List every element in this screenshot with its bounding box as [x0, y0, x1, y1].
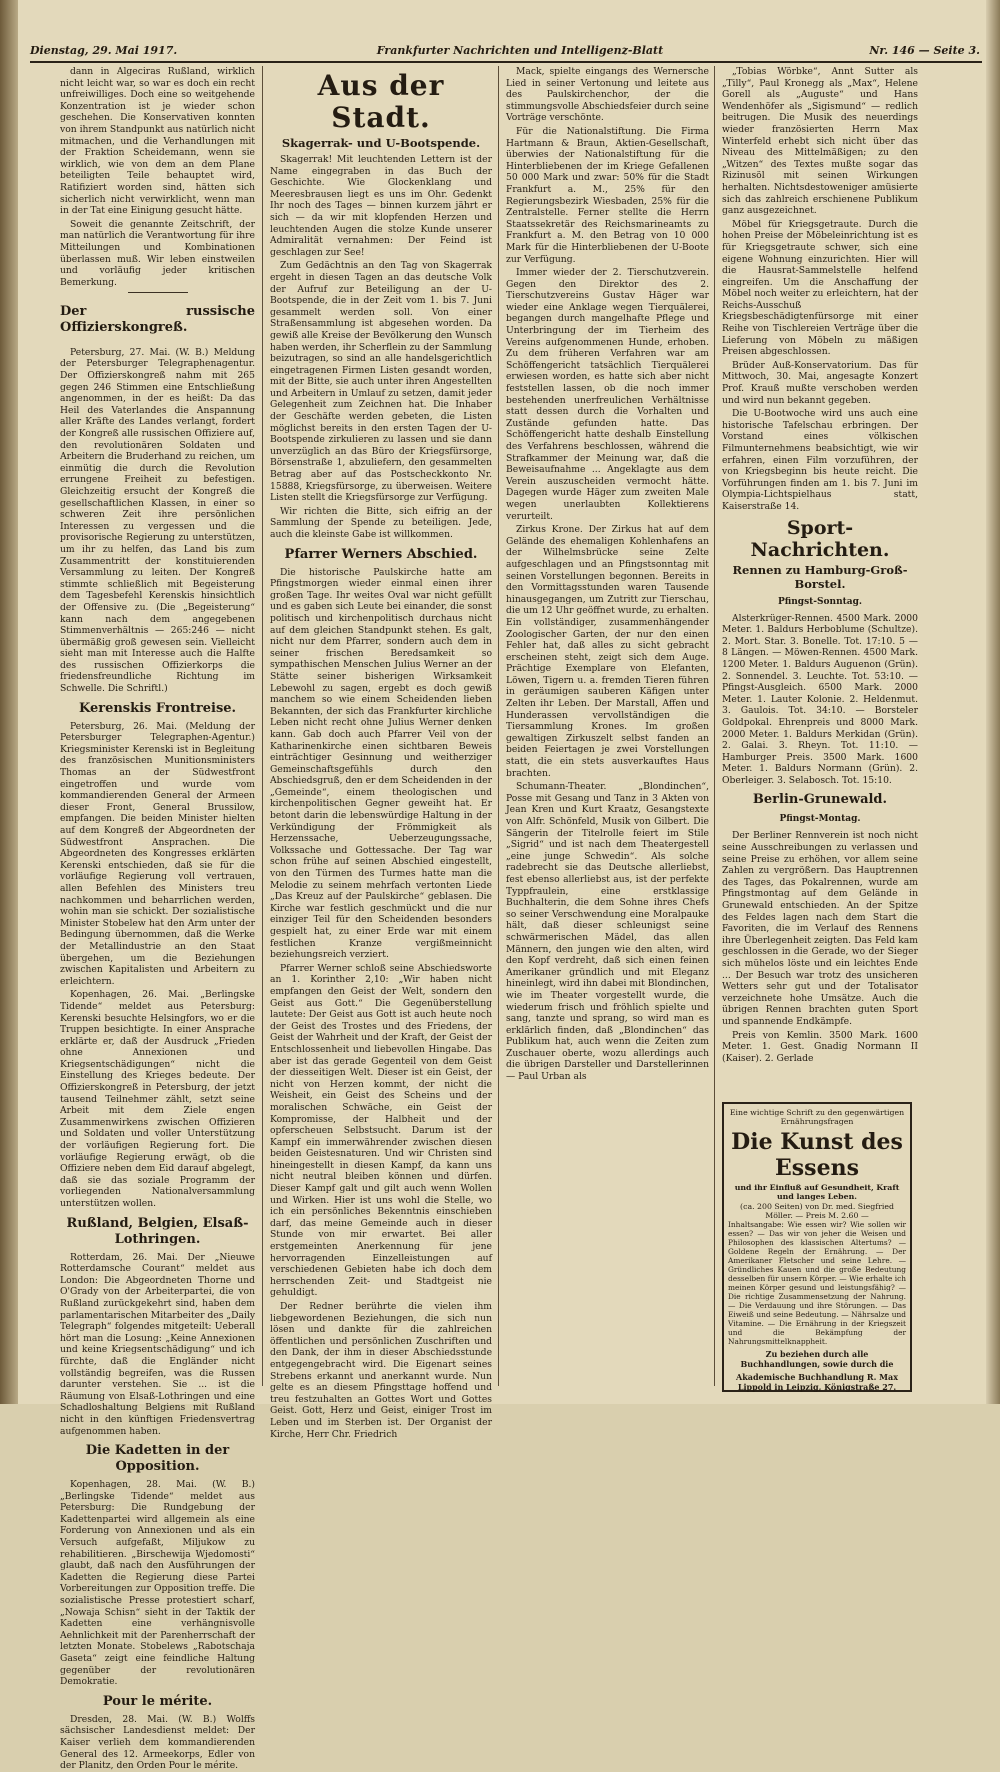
column-rule: [498, 66, 499, 1386]
subhead-pfingst-montag: Pfingst-Montag.: [779, 814, 861, 825]
col1-article-5: Kopenhagen, 28. Mai. (W. B.) „Berlingske Tidende“ meldet aus Petersburg: Die Rundgebung der Kadettenpartei wird allgemein als eine Forderung von Annexionen und als ein Versuch aufgefaßt, Miljukow zu rehabilitieren. „Birschewija Wjedomosti“ glaubt, daß nach den Ausführungen der Kadetten die Regierung diese Partei Vorbereitungen zur Opposition treffe. Die sozialistische Presse protestiert scharf, „Nowaja Schisn“ sieht in der Taktik der Kadetten eine verhängnisvolle Aehnlichkeit mit der Parenherrschaft der letzten Monate. Stobelews „Rabotschaja Gaseta“ zeigt eine feindliche Haltung gegenüber der revolutionären Demokratie.: [60, 1479, 255, 1688]
page-right-edge: [986, 0, 1000, 1404]
headline-berlin-grunewald: Berlin-Grunewald.: [752, 792, 888, 808]
book-advertisement: [722, 1102, 912, 1392]
header-page-number: Nr. 146 — Seite 3.: [869, 44, 980, 57]
column-2: [270, 66, 492, 1440]
column-rule: [262, 66, 263, 1386]
ad-title: Die Kunst des Essens: [731, 1128, 903, 1181]
headline-pfarrer-werner: Pfarrer Werners Abschied.: [284, 546, 478, 562]
col4-article-3: Brüder Auß-Konservatorium. Das für Mittwoch, 30. Mai, angesagte Konzert Prof. Krauß mußte verschoben werden und wird nun bekannt gegeben.: [722, 359, 918, 406]
headline-kerenski: Kerenskis Frontreise.: [78, 700, 237, 716]
col2-article-5: Pfarrer Werner schloß seine Abschiedsworte an 1. Korinther 2,10: „Wir haben nicht empfangen den Geist der Welt, sondern den Geist aus Gott.“ Die Gegenüberstellung lautete: Der Geist aus Gott ist auch heute noch der Geist des Trostes und des Friedens, der Geist der Wahrheit und der Kraft, der Geist der Entschlossenheit und liebevollen Hingabe. Das aber ist das gerade Gegenteil von dem Geist der diesseitigen Welt. Dieser ist ein Geist, der nicht von Herzen kommt, der nicht die Weisheit, ein Geist des Scheins und der moralischen Schwäche, ein Geist der Kompromisse, der Halbheit und der opferscheuen Selbstsucht. Darum ist der Kampf ein immerwährender zwischen diesen beiden Geistesnaturen. Und wir Christen sind hineingestellt in diesen Kampf, da kann uns nicht neutral bleiben können und dürfen. Dieser Kampf galt und gilt auch wenn Wollen und Wirken. Hier ist uns wohl die Stelle, wo ich ein persönliches Bekenntnis einschieben darf, das meine Gemeinde auch in dieser Stunde von mir erwartet. Bei aller erstgemeinten Anerkennung für jene hervorragenden Einzelleistungen auf verschiedenen Gebieten habe ich doch dem herrschenden Zeit- und Stadtgeist nie gehuldigt.: [270, 962, 492, 1299]
page-header: [30, 44, 980, 60]
headline-pour-le-merite: Pour le mérite.: [102, 1693, 213, 1709]
column-4: [722, 66, 918, 1096]
headline-russland-belgien: Rußland, Belgien, Elsaß-Lothringen.: [66, 1215, 249, 1247]
col1-article-4: Rotterdam, 26. Mai. Der „Nieuwe Rotterdamsche Courant“ meldet aus London: Die Abgeordneten Thorne und O'Grady von der Arbeiterpartei, die von Rußland zurückgekehrt sind, haben dem parlamentarischen Mitarbeiter des „Daily Telegraph“ folgendes mitgeteilt: Ueberall hört man die Losung: „Keine Annexionen und keine Kriegsentschädigung“ und ich fürchte, daß die Engländer nicht vollständig begreifen, was die Russen darunter verstehen. Sie ... ist die Räumung von Elsaß-Lothringen und eine Schadloshaltung Belgiens mit Rußland nicht in den künftigen Friedensvertrag aufgenommen haben.: [60, 1251, 256, 1437]
header-rule: [30, 61, 982, 63]
col1-article-1: Petersburg, 27. Mai. (W. B.) Meldung der Petersburger Telegraphenagentur. Der Offizierskongreß nahm mit 265 gegen 246 Stimmen eine Entschließung angenommen, in der es heißt: Da das Heil des Vaterlandes die Anspannung aller Kräfte des Landes verlangt, fordert der Kongreß alle russischen Offiziere auf, den revolutionären Soldaten und Arbeitern die Bruderhand zu reichen, um einmütig die durch die Revolution errungene Freiheit zu befestigen. Gleichzeitig ersucht der Kongreß die gesellschaftlichen Klassen, in einer so schweren Zeit ihre persönlichen Interessen zu vergessen und die provisorische Regierung zu unterstützen, um ihr zu helfen, das Land bis zum Zusammentritt der konstituierenden Versammlung zu leiten. Der Kongreß stimmte schließlich mit Begeisterung dem Tagesbefehl Kerenskis hinsichtlich der Offensive zu. (Die „Begeisterung“ kann nach dem angegebenen Stimmenverhältnis — 265:246 — nicht übermäßig groß gewesen sein. Vielleicht sieht man mit Interesse auch die Halfte des russischen Offizierkorps die friedensfreundliche Richtung im Schwelle. Die Schriftl.): [60, 346, 255, 695]
ad-subtitle: und ihr Einfluß auf Gesundheit, Kraft und langes Leben.: [734, 1182, 900, 1202]
header-date: Dienstag, 29. Mai 1917.: [30, 44, 178, 57]
col1-article-3: Kopenhagen, 26. Mai. „Berlingske Tidende“ meldet aus Petersburg: Kerenski besuchte Helsingfors, wo er die Truppen besichtigte. In einer Ansprache erklärte er, daß der Ausdruck „Frieden ohne Annexionen und Kriegsentschädigungen“ nicht die Einstellung des Krieges bedeute. Der Offizierskongreß in Petersburg, der jetzt tausend Teilnehmer zählt, setzt seine Arbeit mit dem Ziele engen Zusammenwirkens zwischen Offizieren und Soldaten und voller Unterstützung der vorläufigen Regierung fort. Die vorläufige Regierung erwägt, ob die Offiziere neben dem Eid darauf abgelegt, daß sie das soziale Programm der vorliegenden Nationalversammlung unterstützen wollen.: [60, 989, 255, 1209]
subhead-pfingst-sonntag: Pfingst-Sonntag.: [777, 596, 863, 607]
page-left-edge: [0, 0, 18, 1404]
col2-article-6: Der Redner berührte die vielen ihm liebgewordenen Beziehungen, die sich nun lösen und dankte für die zahlreichen öffentlichen und persönlichen Zuschriften und den Dank, der ihm in dieser Abschiedsstunde entgegengebracht wird. Die Eigenart seines Strebens erkannt und anerkannt wurde. Nun gelte es an diesem Pfingsttage hoffend und treu festzuhalten an Gottes Wort und Gottes Geist. Gott, Herz und Geist, einiger Trost im Leben und im Sterben ist. Der Organist der Kirche, Herr Chr. Friedrich: [270, 1301, 492, 1440]
race-results-hamburg: Alsterkrüger-Rennen. 4500 Mark. 2000 Meter. 1. Baldurs Herboblume (Schultze). 2. Mort. Star. 3. Bonelle. Tot. 17:10. 5 — 8 Längen. — Möwen-Rennen. 4500 Mark. 1200 Meter. 1. Baldurs Auguenon (Grün). 2. Sonnendel. 3. Leuchte. Tot. 53:10. — Pfingst-Ausgleich. 6500 Mark. 2000 Meter. 1. Lauter Kolonie. 2. Heldenmut. 3. Gaulois. Tot. 34:10. — Borsteler Goldpokal. Ehrenpreis und 8000 Mark. 2000 Meter. 1. Baldurs Merkidan (Grün). 2. Galai. 3. Rheyn. Tot. 11:10. — Hamburger Preis. 3500 Mark. 1600 Meter. 1. Baldurs Normann (Grün). 2. Oberleiger. 3. Selabosch. Tot. 15:10.: [722, 612, 918, 786]
col4-article-4: Die U-Bootwoche wird uns auch eine historische Tafelschau erbringen. Der Vorstand eines völkischen Filmunternehmens beabsichtigt, wie wir erfahren, einen Film vorzuführen, der von Kriegsbeginn bis heute reicht. Die Vorführungen finden am 1. bis 7. Juni im Olympia-Lichtspielhaus statt, Kaiserstraße 14.: [722, 408, 918, 512]
column-3: [506, 66, 709, 1386]
col3-article-2: Für die Nationalstiftung. Die Firma Hartmann & Braun, Aktien-Gesellschaft, überwies der Nationalstiftung für die Hinterbliebenen der im Kriege Gefallenen 50 000 Mark und zwar: 50% für die Stadt Frankfurt a. M., 25% für den Regierungsbezirk Wiesbaden, 25% für die Zentralstelle. Ferner stellte die Herrn Staatssekretär des Reichsmarineamts zu Frankfurt a. M. den Betrag von 10 000 Mark für die Hinterbliebenen der U-Boote zur Verfügung.: [506, 125, 709, 265]
col3-article-1: Mack, spielte eingangs des Wernersche Lied in seiner Vertonung und leitete aus des Paulskirchenchor, der die stimmungsvolle Abschiedsfeier durch seine Vorträge verschönte.: [506, 66, 709, 124]
col2-article-4: Die historische Paulskirche hatte am Pfingstmorgen wieder einmal einen ihrer großen Tage. Ihr weites Oval war nicht gefüllt und es gaben sich Leute bei einander, die sonst politisch und kirchenpolitisch durchaus nicht auf dem gleichen Standpunkt stehen. Es galt, nicht nur dem Pfarrer, sondern auch dem in seiner frischen Beredsamkeit so sympathischen Menschen Julius Werner an der Stätte seiner bisherigen Wirksamkeit Lebewohl zu sagen, ergebt es doch gewiß manchem so wie einem Scheidenden lieben Bekannten, der sich das Frankfurter kirchliche Leben nicht recht ohne Julius Werner denken kann. Gab doch auch Pfarrer Veil von der Katharinenkirche einen sichtbaren Beweis einträchtiger Gesinnung und weitherziger Gemeinschaftsgefühls durch den Abschiedsgruß, den er dem Scheidenden in der „Gemeinde“, einem theologischen und kirchenpolitischen Gegner geweiht hat. Er betont darin die lebenswürdige Haltung in der Verkündigung der Frömmigkeit als Herzenssache, Ueberzeugungssache, Volkssache und Gottessache. Der Tag war schon frühe auf seinen Abschied eingestellt, von den Türmen des Turmes hatte man die Melodie zu seinem mehrfach vertonten Liede „Das Kreuz auf der Paulskirche“ geblasen. Die Kirche war festlich geschmückt und die nur einziger Teil für den Scheidenden besonders gespielt hat, zu einer Erde war mit einem festlichen Kranze vergißmeinnicht beziehungsreich verziert.: [270, 566, 492, 961]
column-rule: [714, 66, 715, 1386]
col3-article-3: Immer wieder der 2. Tierschutzverein. Gegen den Direktor des 2. Tierschutzvereins Gustav Häger war wieder eine Anklage wegen Tierquälerei, begangen durch mangelhafte Pflege und Unterbringung der im Tierheim des Vereins aufgenommenen Hunde, erhoben. Zu dem früheren Verfahren war am Schöffengericht tatsächlich Tierquälerei erwiesen worden, es hatte sich aber nicht feststellen lassen, ob die noch immer bestehenden unerfreulichen Verhältnisse statt dessen durch die Vorhalten und Zustände gefunden hatte. Das Schöffengericht hatte deshalb Einstellung des Verfahrens beschlossen, während die Strafkammer der Meinung war, daß die Beweisaufnahme ... Angeklagte aus dem Verein auszuscheiden vermocht hätte. Dagegen wurde Häger zum zweiten Male wegen unerlaubten Kollektierens verurteilt.: [506, 267, 709, 522]
headline-kadetten: Die Kadetten in der Opposition.: [85, 1443, 230, 1475]
col4-article-5: Der Berliner Rennverein ist noch nicht seine Ausschreibungen zu verlassen und seine Preise zu erhöhen, vor allem seine Zahlen zu vergrößern. Das Hauptrennen des Tages, das Pokalrennen, wurde am Pfingstmontag auf dem Gelände in Grunewald entschieden. An der Spitze des Feldes lagen nach dem Start die Favoriten, die im Verlauf des Rennens ihre Überlegenheit zeigten. Das Feld kam geschlossen in die Gerade, wo der Sieger sich mühelos löste und ein leichtes Ende ... Der Besuch war trotz des unsicheren Wetters sehr gut und der Totalisator verzeichnete hohe Umsätze. Auch die übrigen Rennen brachten guten Sport und spannende Endkämpfe.: [722, 830, 918, 1027]
col2-article-2: Zum Gedächtnis an den Tag von Skagerrak ergeht in diesen Tagen an das deutsche Volk der Aufruf zur Beteiligung an der U-Bootspende, die in der Zeit vom 1. bis 7. Juni gesammelt werden soll. Von einer Straßensammlung ist abgesehen worden. Da gewiß alle Kreise der Bevölkerung den Wunsch haben werden, ihr Scherflein zu der Sammlung beizutragen, so sind an alle handelsgerichtlich eingetragenen Firmen Listen gesandt worden, mit der Bitte, sie auch unter ihren Angestellten und Arbeitern in Umlauf zu setzen, damit jeder Gelegenheit zum Zeichnen hat. Die Inhaber der Geschäfte werden gebeten, die Listen möglichst bereits in den ersten Tagen der U-Bootspende zirkulieren zu lassen und sie dann unverzüglich an das Büro der Kriegsfürsorge, Börsenstraße 1, abzuliefern, den gesammelten Betrag aber auf das Postscheckkonto Nr. 15888, Kriegsfürsorge, zu überweisen. Weitere Listen stellt die Kriegsfürsorge zur Verfügung.: [270, 260, 492, 504]
subhead-hamburg-rennen: Rennen zu Hamburg-Groß-Borstel.: [732, 562, 908, 591]
headline-aus-der-stadt: Aus der Stadt.: [317, 69, 445, 134]
ad-author: (ca. 200 Seiten) von Dr. med. Siegfried Möller. — Preis M. 2.60 —: [740, 1201, 894, 1221]
subhead-skagerrak: Skagerrak- und U-Bootspende.: [281, 136, 481, 150]
col2-article-1: Skagerrak! Mit leuchtenden Lettern ist der Name eingegraben in das Buch der Geschichte. Wie Glockenklang und Meeresbrausen liegt es uns im Ohr. Gedenkt Ihr noch des Tages — binnen kurzem jährt er sich — da wir mit klopfenden Herzen und leuchtenden Augen die stolze Kunde unserer Admiralität vernahmen: Der Feind ist geschlagen zur See!: [270, 154, 492, 258]
col4-article-1: „Tobias Wörbke“, Annt Sutter als „Tilly“, Paul Kronegg als „Max“, Helene Gorell als „Auguste“ und Hans Wendenhöfer als „Sigismund“ — redlich beitrugen. Die Musik des neuerdings wieder französierten Herrn Max Winterfeld erhebt sich nicht über das Niveau des Mittelmäßigen; zu den „Witzen“ des Textes mußte sogar das Rizinusöl mit seinen Wirkungen herhalten. Nichtsdestoweniger amüsierte sich das zahlreich erschienene Publikum ganz ausgezeichnet.: [722, 66, 918, 217]
ad-intro: Eine wichtige Schrift zu den gegenwärtigen Ernährungsfragen: [729, 1108, 905, 1127]
ad-footer-1: Zu beziehen durch alle Buchhandlungen, sowie durch die: [740, 1349, 894, 1369]
col4-article-2: Möbel für Kriegsgetraute. Durch die hohen Preise der Möbeleinrichtung ist es für Kriegsgetraute schwer, sich eine eigene Wohnung einzurichten. Hier will die Hausrat-Sammelstelle helfend eingreifen. Um die Anschaffung der Möbel noch weiter zu erleichtern, hat der Reichs-Ausschuß Kriegsbeschädigtenfürsorge mit einer Reihe von Tischlereien Verträge über die Lieferung von Möbeln zu mäßigen Preisen abgeschlossen.: [722, 218, 918, 358]
col2-article-3: Wir richten die Bitte, sich eifrig an der Sammlung der Spende zu beteiligen. Jede, auch die kleinste Gabe ist willkommen.: [270, 505, 492, 540]
col4-article-6: Preis von Kemlin. 3500 Mark. 1600 Meter. 1. Gest. Gnadig Normann II (Kaiser). 2. Gerlade: [722, 1029, 918, 1064]
ad-footer-2: Akademische Buchhandlung R. Max Lippold in Leipzig, Königstraße 27.: [736, 1372, 898, 1392]
header-masthead: Frankfurter Nachrichten und Intelligenz-Blatt: [376, 44, 664, 57]
divider: [128, 292, 188, 293]
headline-sport-nachrichten: Sport-Nachrichten.: [750, 516, 890, 561]
headline-offizierskongress: Der russische Offizierskongreß.: [60, 304, 255, 336]
col1-article-2: Petersburg, 26. Mai. (Meldung der Petersburger Telegraphen-Agentur.) Kriegsminister Kerenski ist in Begleitung des französischen Munitionsministers Thomas an der Südwestfront eingetroffen und wurde vom kommandierenden General der Armeen dieser Front, General Brussilow, empfangen. Die beiden Minister hielten auf dem Kongreß der Abgeordneten der Südwestfront Ansprachen. Die Abgeordneten des Kongresses erklärten Kerenski entschieden, daß sie für die vorläufige Regierung voll vertrauen, allen Befehlen des Ministers treu nachkommen und beharrlichen werden, wohin man sie schickt. Der sozialistische Minister Stobelew hat den Arm unter der Bedingung übernommen, daß die Werke der Metallindustrie an den Staat übergehen, um die Beziehungen zwischen Kapitalisten und Arbeitern zu erleichtern.: [60, 720, 255, 987]
ad-contents: Inhaltsangabe: Wie essen wir? Wie sollen wir essen? — Das wir von jeher die Weisen und Philosophen des klassischen Altertums? — Goldene Regeln der Ernährung. — Der Amerikaner Fletscher und seine Lehre. — Gründliches Kauen und die große Bedeutung desselben für unsern Körper. — Wie erhalte ich meinen Körper gesund und leistungsfähig? — Die richtige Zusammensetzung der Nahrung. — Die Verdauung und ihre Störungen. — Das Eiweiß und seine Bedeutung. — Nährsalze und Vitamine. — Die Ernährung in der Kriegszeit und die Bekämpfung der Nahrungsmittelknappheit.: [728, 1220, 906, 1347]
col1-article-6: Dresden, 28. Mai. (W. B.) Wolffs sächsischer Landesdienst meldet: Der Kaiser verlieh dem kommandierenden General des 12. Armeekorps, Edler von der Planitz, den Orden Pour le mérite.: [60, 1713, 255, 1772]
col1-intro: dann in Algeciras Rußland, wirklich nicht leicht war, so war es doch ein recht unfreiwilliges. Doch eine so weitgehende Konzentration ist je wieder schon geschehen. Die Konservativen konnten von ihrem Standpunkt aus natürlich nicht mitmachen, und die Verhandlungen mit der Fraktion Scheidemann, wenn sie wirklich, wie von dem an dem Plane beteiligten Teile behauptet wird, Ratifiziert worden sind, hätten sich sicherlich nicht verwirklicht, wenn man in der Tat eine Einigung gesucht hätte.: [60, 66, 255, 217]
col3-article-4: Zirkus Krone. Der Zirkus hat auf dem Gelände des ehemaligen Kohlenhafens an der Wilhelmsbrücke seine Zelte aufgeschlagen und an Pfingstsonntag mit seinen Vorstellungen begonnen. Bereits in den Vormittagsstunden waren Tausende hinausgegangen, um Zutritt zur Tierschau, die um 12 Uhr geöffnet wurde, zu erhalten. Ein vollständiger, zusammenhängender Zoologischer Garten, der nur den einen Fehler hat, daß alles zu sicht gebracht erscheinen steht, zeigt sich dem Auge. Prächtige Exemplare von Elefanten, Löwen, Tigern u. a. fremden Tieren führen in geräumigen sauberen Käfigen unter Zelten ihr Leben. Der Marstall, Affen und Hunderassen vervollständigen die Tiersammlung Krones. Im großen gewaltigen Zirkuszelt selbst fanden an beiden Feiertagen je zwei Vorstellungen statt, die ein stets ausverkauftes Haus brachten.: [506, 524, 709, 779]
col1-intro2: Soweit die genannte Zeitschrift, der man natürlich die Verantwortung für ihre Mitteilungen und Kombinationen überlassen muß. Wir leben einstweilen und vorläufig jeder kritischen Bemerkung.: [60, 218, 255, 288]
column-1: [60, 66, 256, 1772]
col3-article-5: Schumann-Theater. „Blondinchen“, Posse mit Gesang und Tanz in 3 Akten von Jean Kren und Kurt Kraatz, Gesangstexte von Alfr. Schönfeld, Musik von Gilbert. Die Sängerin der Titelrolle feiert im Stile „Sigrid“ und ist nach dem Theatergestell „eine junge Schwedin“. Als solche radebrecht sie das Deutsche allerliebst, fest ebenso allerliebst aus, ist der perfekte Typpfraulein, eine erstklassige Buchhalterin, die dem Sohne ihres Chefs so seiner Verschwendung eine Moralpauke hält, daß dieser schleunigst seine schwärmerischen Mädel, das allen Männern, den jungen wie den alten, wird den Kopf verdreht, daß sich einen feinen Amerikaner gründlich und mit Eleganz hineinlegt, wird ihn dabei mit Blondinchen, wie im Theater vorgestellt wurde, die wiederum frisch und fröhlich spielte und sang, tanzte und sprang, so wird man es erklärlich finden, daß „Blondinchen“ das Publikum hat, auch wenn die Zeiten zum Zuschauer oberte, wozu allerdings auch die übrigen Darsteller und Darstellerinnen — Paul Urban als: [506, 781, 709, 1083]
